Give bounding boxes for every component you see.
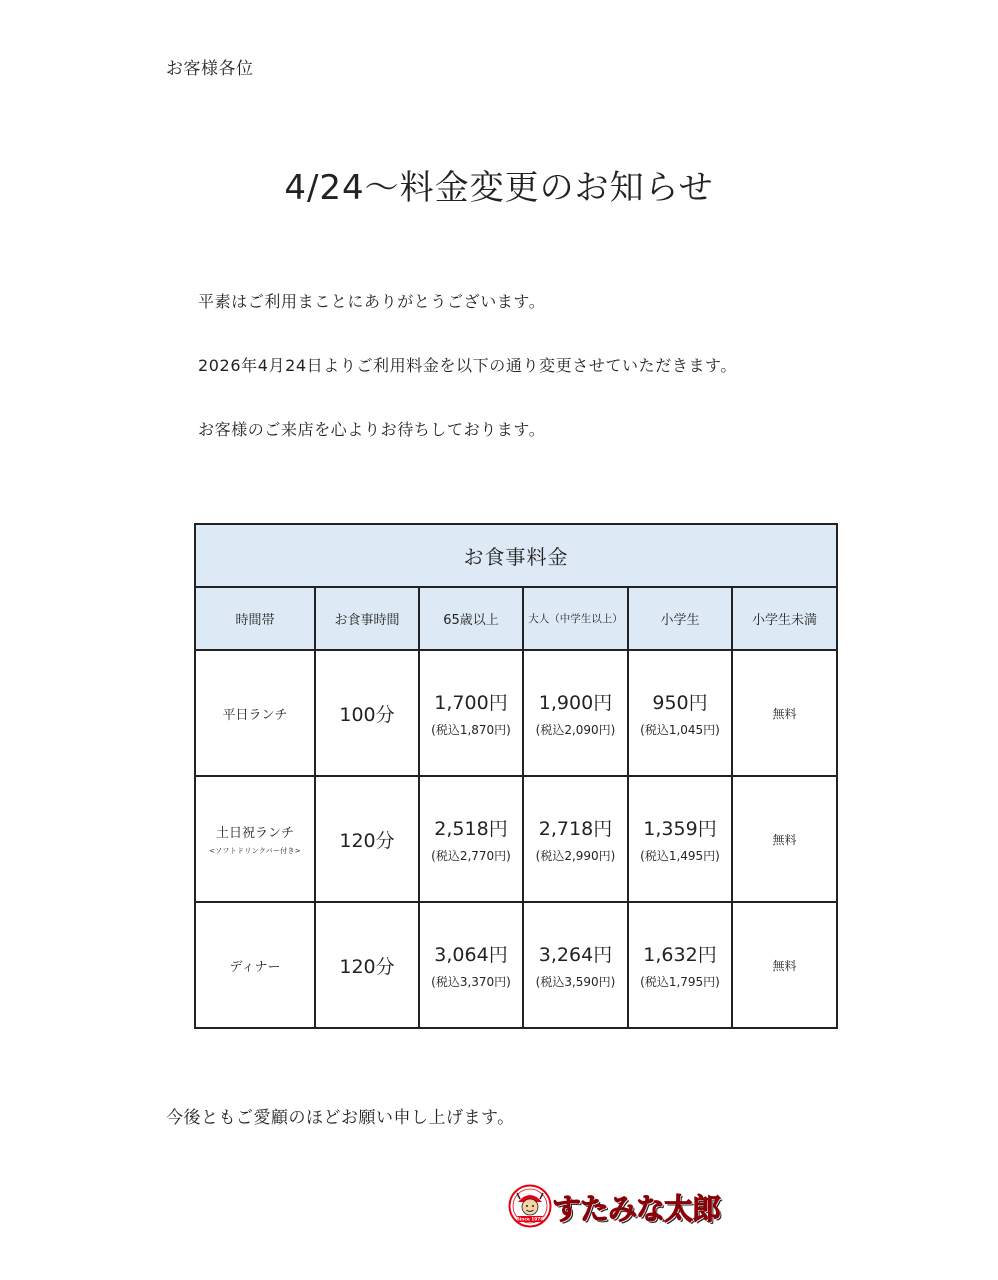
salutation: お客様各位 — [166, 59, 254, 79]
paragraph-change-notice: 2026年4月24日よりご利用料金を以下の通り変更させていただきます。 — [198, 356, 737, 375]
price-amount: 1,900円 — [538, 692, 613, 714]
duration-cell: 120分 — [315, 902, 419, 1028]
senior-price-cell — [419, 776, 523, 902]
table-row — [195, 776, 837, 902]
price-amount: 1,700円 — [434, 692, 508, 714]
mascot-badge-icon — [508, 1184, 552, 1228]
child-price-cell — [628, 650, 732, 776]
table-row — [195, 650, 837, 776]
price-amount: 2,518円 — [434, 818, 508, 840]
paragraph-welcome: お客様のご来店を心よりお待ちしております。 — [198, 420, 546, 439]
brand-logo-text: すたみな太郎 — [552, 1192, 721, 1226]
price-amount: 3,264円 — [538, 944, 613, 966]
infant-price-cell: 無料 — [732, 650, 837, 776]
infant-price-cell: 無料 — [732, 776, 837, 902]
slot-note: <ソフトドリンクバー付き> — [208, 847, 302, 855]
header-adult: 大人（中学生以上） — [523, 587, 628, 650]
senior-price-cell — [419, 902, 523, 1028]
brand-logo — [508, 1184, 721, 1230]
price-tax-included: (税込2,990円) — [535, 849, 616, 863]
slot-label: 土日祝ランチ — [215, 826, 294, 841]
price-tax-included: (税込1,795円) — [640, 975, 720, 989]
slot-cell — [195, 902, 315, 1028]
price-tax-included: (税込1,045円) — [640, 723, 720, 737]
header-senior: 65歳以上 — [419, 587, 523, 650]
slot-cell — [195, 776, 315, 902]
slot-cell — [195, 650, 315, 776]
paragraph-greeting: 平素はご利用まことにありがとうございます。 — [198, 292, 546, 311]
adult-price-cell — [523, 902, 628, 1028]
senior-price-cell — [419, 650, 523, 776]
price-tax-included: (税込1,870円) — [431, 723, 511, 737]
closing-remark: 今後ともご愛顧のほどお願い申し上げます。 — [166, 1108, 515, 1128]
price-amount: 3,064円 — [434, 944, 508, 966]
table-row — [195, 902, 837, 1028]
duration-cell: 100分 — [315, 650, 419, 776]
duration-cell: 120分 — [315, 776, 419, 902]
table-caption: お食事料金 — [195, 524, 837, 587]
adult-price-cell — [523, 650, 628, 776]
header-duration: お食事時間 — [315, 587, 419, 650]
price-tax-included: (税込2,770円) — [431, 849, 511, 863]
price-amount: 1,359円 — [643, 818, 717, 840]
child-price-cell — [628, 776, 732, 902]
header-infant: 小学生未満 — [732, 587, 837, 650]
page-title: 4/24～料金変更のお知らせ — [284, 168, 714, 208]
header-time-slot: 時間帯 — [195, 587, 315, 650]
badge-since-text: Since 1978 — [516, 1217, 544, 1223]
price-table — [194, 523, 838, 1029]
slot-label: ディナー — [229, 959, 281, 975]
child-price-cell — [628, 902, 732, 1028]
adult-price-cell — [523, 776, 628, 902]
price-tax-included: (税込1,495円) — [640, 849, 720, 863]
price-amount: 2,718円 — [538, 818, 613, 840]
slot-label: 平日ランチ — [222, 707, 288, 723]
header-child: 小学生 — [628, 587, 732, 650]
infant-price-cell: 無料 — [732, 902, 837, 1028]
price-amount: 950円 — [652, 692, 708, 714]
price-tax-included: (税込2,090円) — [535, 723, 616, 737]
price-tax-included: (税込3,370円) — [431, 975, 511, 989]
price-amount: 1,632円 — [643, 944, 717, 966]
price-tax-included: (税込3,590円) — [535, 975, 616, 989]
